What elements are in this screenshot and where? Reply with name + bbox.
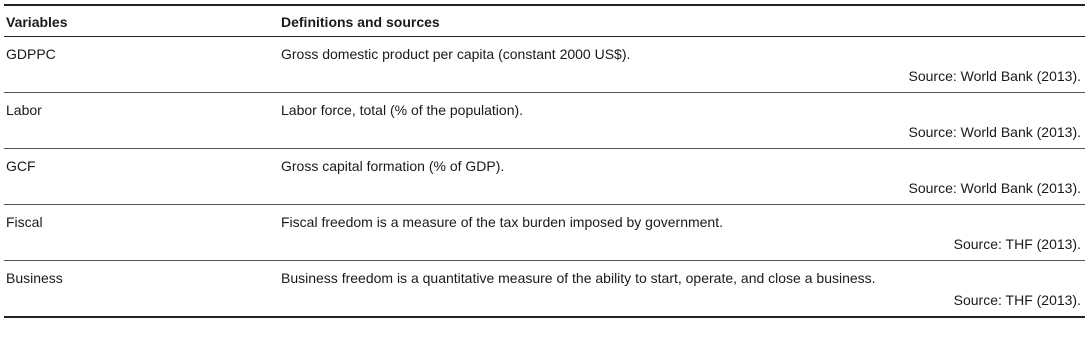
header-definitions: Definitions and sources xyxy=(281,14,440,30)
variable-source: Source: World Bank (2013). xyxy=(908,180,1081,196)
variable-name: GDPPC xyxy=(6,46,56,62)
header-variables: Variables xyxy=(6,14,68,30)
table-row xyxy=(4,37,1085,92)
variable-source: Source: THF (2013). xyxy=(953,236,1081,252)
variable-source: Source: World Bank (2013). xyxy=(908,68,1081,84)
variable-definition: Labor force, total (% of the population). xyxy=(281,102,524,118)
variable-definition: Gross capital formation (% of GDP). xyxy=(281,158,505,174)
variable-definition: Gross domestic product per capita (constant 2000 US$). xyxy=(281,46,631,62)
variable-name: Fiscal xyxy=(6,214,43,230)
table-header-row xyxy=(4,6,1085,36)
variable-name: Business xyxy=(6,270,63,286)
variable-source: Source: World Bank (2013). xyxy=(908,124,1081,140)
table-row xyxy=(4,93,1085,148)
variable-name: Labor xyxy=(6,102,42,118)
variable-name: GCF xyxy=(6,158,36,174)
variable-source: Source: THF (2013). xyxy=(953,292,1081,308)
variable-definition: Fiscal freedom is a measure of the tax burden imposed by government. xyxy=(281,214,723,230)
table-row xyxy=(4,261,1085,316)
variables-table xyxy=(4,4,1085,318)
variable-definition: Business freedom is a quantitative measure of the ability to start, operate, and close a business. xyxy=(281,270,876,286)
table-row xyxy=(4,149,1085,204)
table-bottom-rule xyxy=(4,316,1085,318)
table-row xyxy=(4,205,1085,260)
